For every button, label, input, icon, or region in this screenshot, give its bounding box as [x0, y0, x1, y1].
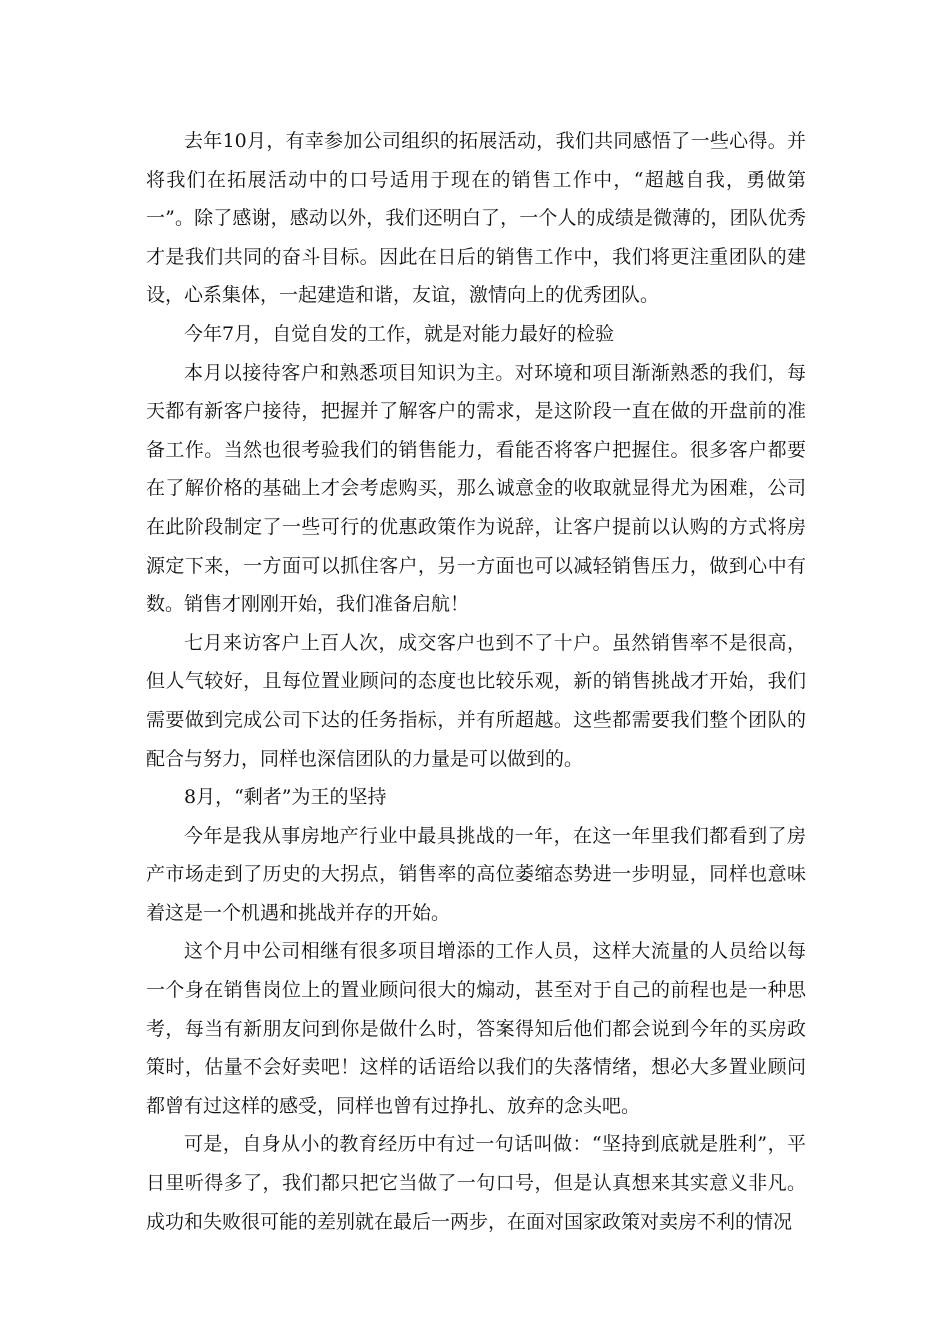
section-heading-august: 8月，“剩者”为王的坚持 [184, 786, 387, 809]
paragraph-expansion-activity: 去年10月，有幸参加公司组织的拓展活动，我们共同感悟了一些心得。并将我们在拓展活动中的口号适用于现在的销售工作中，“超越自我，勇做第一”。除了感谢，感动以外，我们还明白了，一个人的成绩是微薄的，团队优秀才是我们共同的奋斗目标。因此在日后的销售工作中，我们将更注重团队的建设，心系集体，一起建造和谐，友谊，激情向上的优秀团队。 [146, 130, 806, 307]
paragraph-july-visitors: 七月来访客户上百人次，成交客户也到不了十户。虽然销售率不是很高，但人气较好，且每位置业顾问的态度也比较乐观，新的销售挑战才开始，我们需要做到完成公司下达的任务指标，并有所超越。这些都需要我们整个团队的配合与努力，同样也深信团队的力量是可以做到的。 [146, 631, 806, 770]
section-heading-july: 今年7月，自觉自发的工作，就是对能力最好的检验 [184, 322, 615, 345]
paragraph-august-staff: 这个月中公司相继有很多项目增添的工作人员，这样大流量的人员给以每一个身在销售岗位上的置业顾问很大的煽动，甚至对于自己的前程也是一种思考，每当有新朋友问到你是做什么时，答案得知后他们都会说到今年的买房政策时，估量不会好卖吧！这样的话语给以我们的失落情绪，想必大多置业顾问都曾有过这样的感受，同样也曾有过挣扎、放弃的念头吧。 [146, 940, 806, 1117]
paragraph-august-challenge: 今年是我从事房地产行业中最具挑战的一年，在这一年里我们都看到了房产市场走到了历史的大拐点，销售率的高位萎缩态势进一步明显，同样也意味着这是一个机遇和挑战并存的开始。 [146, 824, 806, 924]
document-body [146, 122, 806, 1241]
paragraph-july-reception: 本月以接待客户和熟悉项目知识为主。对环境和项目渐渐熟悉的我们，每天都有新客户接待，把握并了解客户的需求，是这阶段一直在做的开盘前的准备工作。当然也很考验我们的销售能力，看能否将客户把握住。很多客户都要在了解价格的基础上才会考虑购买，那么诚意金的收取就显得尤为困难，公司在此阶段制定了一些可行的优惠政策作为说辞，让客户提前以认购的方式将房源定下来，一方面可以抓住客户，另一方面也可以减轻销售压力，做到心中有数。销售才刚刚开始，我们准备启航！ [146, 361, 806, 616]
paragraph-august-persistence: 可是，自身从小的教育经历中有过一句话叫做：“坚持到底就是胜利”，平日里听得多了，我们都只把它当做了一句口号，但是认真想来其实意义非凡。成功和失败很可能的差别就在最后一两步，在面对国家政策对卖房不利的情况 [146, 1133, 806, 1233]
